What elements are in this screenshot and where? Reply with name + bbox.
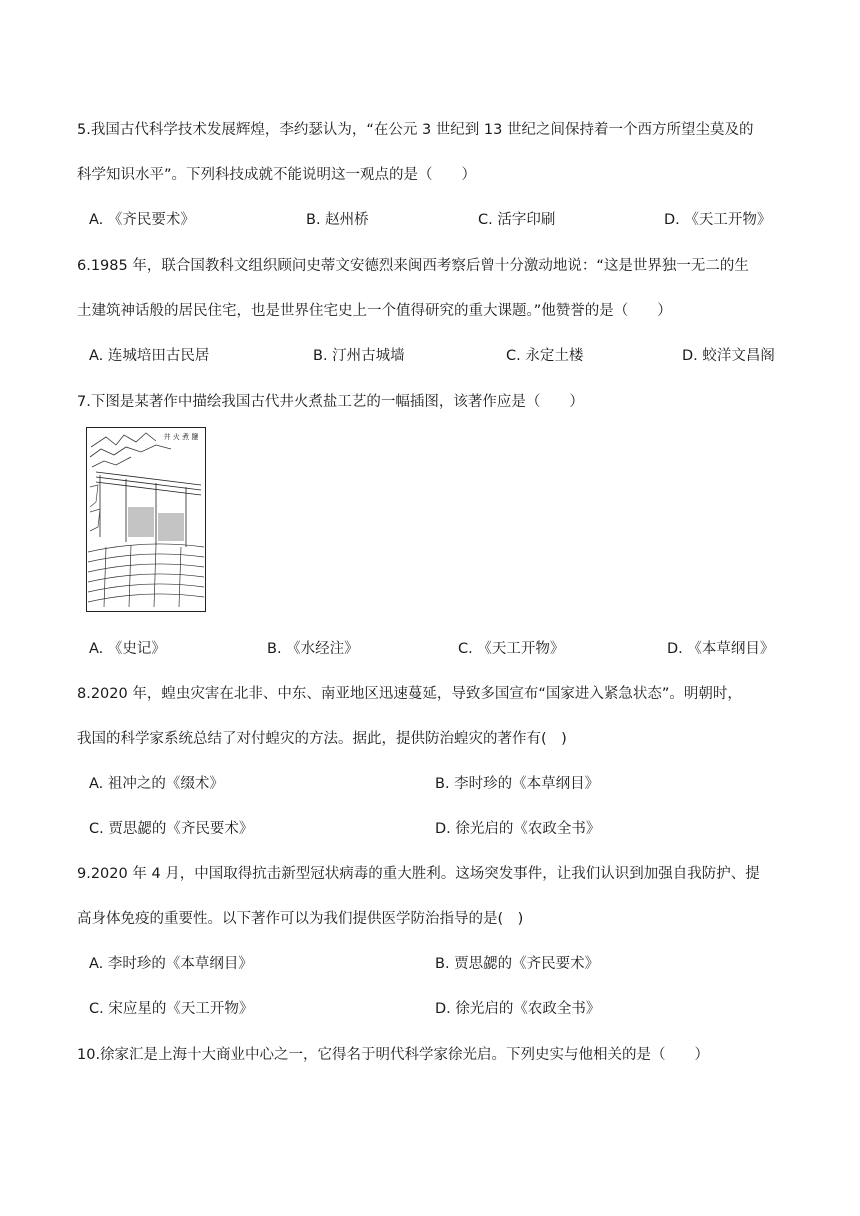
q5-stem-line2: 科学知识水平”。下列科技成就不能说明这一观点的是（ ） [77, 167, 477, 183]
salt-boiling-illustration [86, 427, 206, 612]
q6-option-b: B. 汀州古城墙 [313, 348, 405, 364]
q9-option-a: A. 李时珍的《本草纲目》 [89, 956, 253, 972]
q6-stem-line1: 6.1985 年，联合国教科文组织顾问史蒂文安德烈来闽西考察后曾十分激动地说：“这是世界独一无二的生 [77, 258, 749, 274]
q9-stem-line2: 高身体免疫的重要性。以下著作可以为我们提供医学防治指导的是( ) [77, 911, 524, 927]
q7-option-c: C. 《天工开物》 [458, 641, 565, 657]
illustration-caption: 井 火 煮 鹽 [163, 433, 199, 441]
q6-option-d: D. 蛟洋文昌阁 [682, 348, 775, 364]
q5-option-a: A. 《齐民要术》 [89, 212, 195, 228]
q6-option-c: C. 永定土楼 [506, 348, 584, 364]
q5-stem-line1: 5.我国古代科学技术发展辉煌，李约瑟认为，“在公元 3 世纪到 13 世纪之间保持着一个西方所望尘莫及的 [77, 122, 754, 138]
q8-stem-line2: 我国的科学家系统总结了对付蝗灾的方法。据此，提供防治蝗灾的著作有( ) [77, 731, 567, 747]
q8-option-c: C. 贾思勰的《齐民要术》 [89, 821, 254, 837]
q6-stem-line2: 土建筑神话般的居民住宅，也是世界住宅史上一个值得研究的重大课题。”他赞誉的是（ ） [77, 303, 672, 319]
q10-stem-line1: 10.徐家汇是上海十大商业中心之一，它得名于明代科学家徐光启。下列史实与他相关的是（ ） [77, 1047, 710, 1063]
q8-option-a: A. 祖冲之的《缀术》 [89, 776, 224, 792]
q7-option-d: D. 《本草纲目》 [667, 641, 775, 657]
q7-stem-line1: 7.下图是某著作中描绘我国古代井火煮盐工艺的一幅插图，该著作应是（ ） [77, 394, 584, 410]
q5-option-c: C. 活字印刷 [478, 212, 556, 228]
q8-option-d: D. 徐光启的《农政全书》 [435, 821, 601, 837]
q7-option-b: B. 《水经注》 [267, 641, 359, 657]
q8-option-b: B. 李时珍的《本草纲目》 [435, 776, 600, 792]
q8-stem-line1: 8.2020 年，蝗虫灾害在北非、中东、南亚地区迅速蔓延，导致多国宣布“国家进入紧急状态”。明朝时， [77, 686, 742, 702]
q7-option-a: A. 《史记》 [89, 641, 166, 657]
q5-option-b: B. 赵州桥 [306, 212, 369, 228]
q9-option-d: D. 徐光启的《农政全书》 [435, 1001, 601, 1017]
q9-stem-line1: 9.2020 年 4 月，中国取得抗击新型冠状病毒的重大胜利。这场突发事件，让我们认识到加强自我防护、提 [77, 866, 760, 882]
q5-option-d: D. 《天工开物》 [664, 212, 772, 228]
q9-option-c: C. 宋应星的《天工开物》 [89, 1001, 254, 1017]
q9-option-b: B. 贾思勰的《齐民要术》 [435, 956, 600, 972]
q6-option-a: A. 连城培田古民居 [89, 348, 210, 364]
